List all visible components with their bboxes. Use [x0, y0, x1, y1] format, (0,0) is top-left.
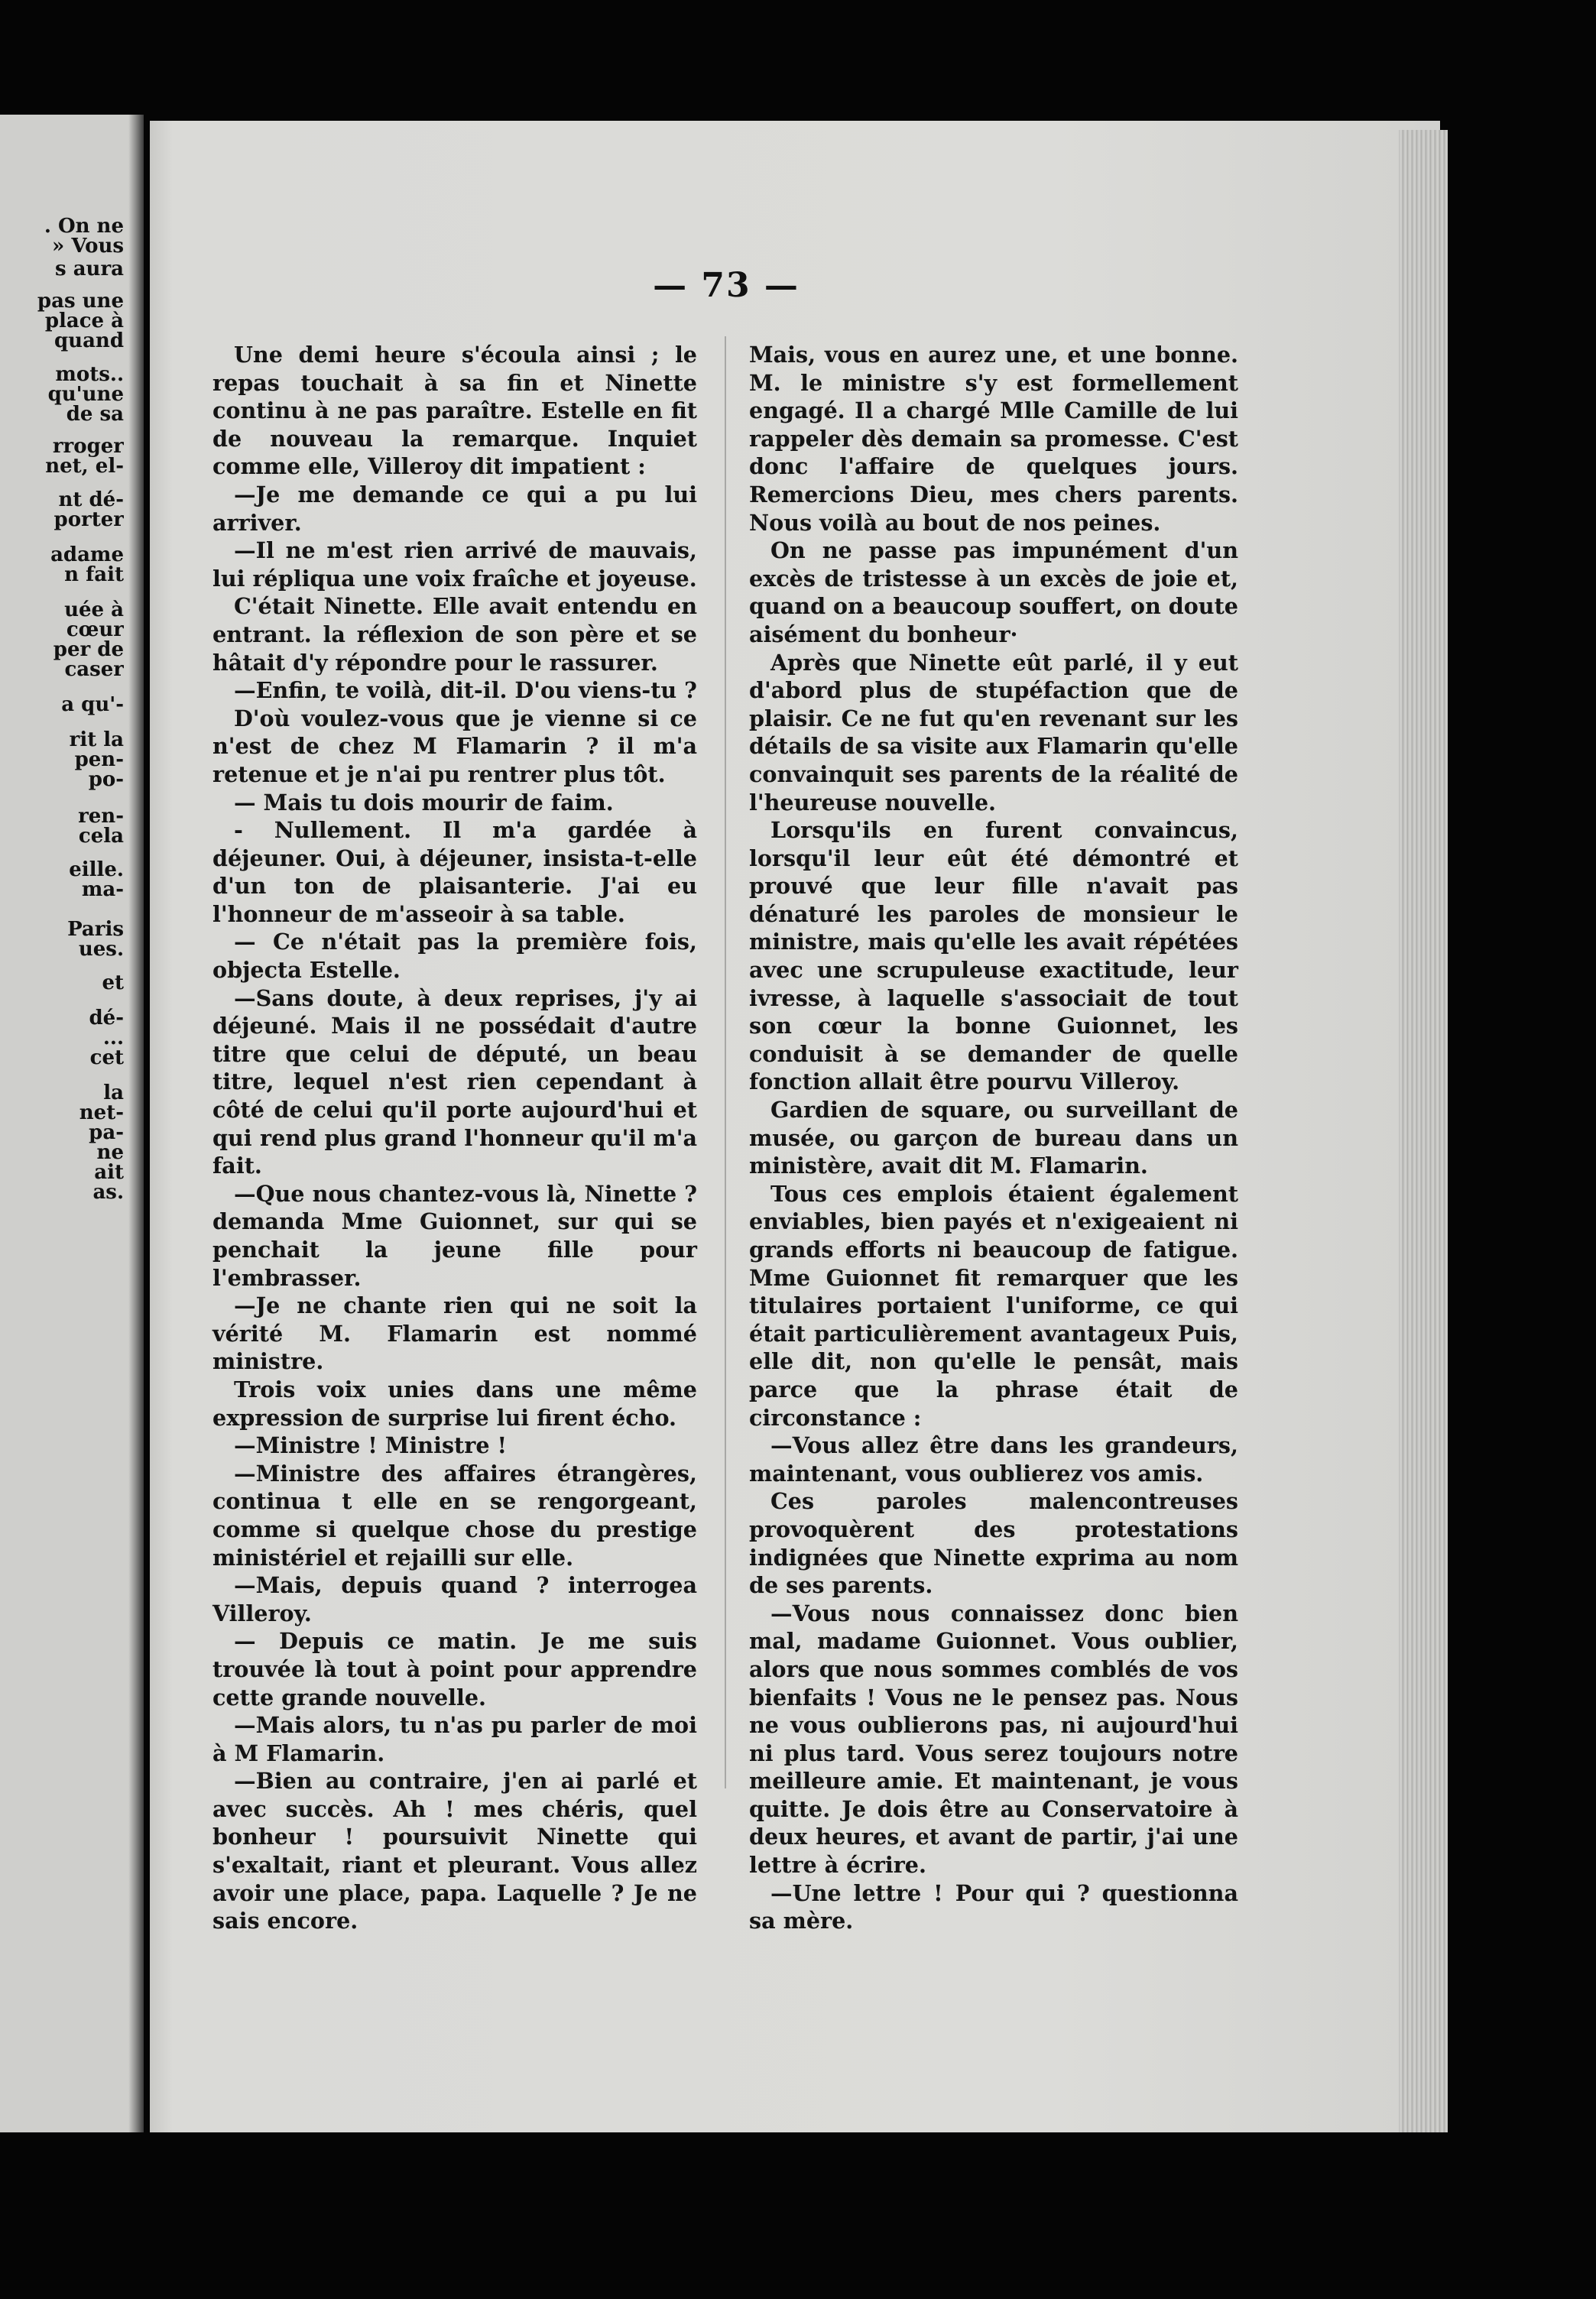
paragraph: —Que nous chantez-vous là, Ninette ? demanda Mme Guionnet, sur qui se penchait la jeune fille pour l'embrasser. [212, 1180, 697, 1291]
left-page-fragment: cela [78, 825, 124, 848]
left-page-fragment: eille. [69, 858, 124, 881]
paragraph: Mais, vous en aurez une, et une bonne. M. le ministre s'y est formellement engagé. Il a chargé Mlle Camille de lui rappeler dès demain sa promesse. C'est donc l'affaire de quelques jours. Remercions Dieu, mes chers parents. Nous voilà au bout de nos peines. [749, 342, 1238, 536]
left-page-fragment: cet [89, 1046, 124, 1069]
left-page [0, 115, 144, 2132]
left-page-fragment: n fait [64, 563, 124, 586]
paragraph: —Ministre ! Ministre ! [234, 1432, 508, 1459]
left-page-fragment: per de [53, 638, 124, 661]
paragraph: — Mais tu dois mourir de faim. [234, 789, 614, 816]
paragraph: —Sans doute, à deux reprises, j'y ai déjeuné. Mais il ne possédait d'autre titre que celui de député, un beau titre, lequel n'est rien cependant à côté de celui qu'il porte aujourd'hui et qui rend plus grand l'honneur qu'il m'a fait. [212, 984, 697, 1179]
left-page-fragment: . On ne [44, 215, 124, 238]
left-page-fragment: ait [94, 1161, 124, 1184]
left-page-fragment: ues. [78, 938, 124, 961]
paragraph: —Vous nous connaissez donc bien mal, madame Guionnet. Vous oublier, alors que nous sommes comblés de vos bienfaits ! Vous ne le pensez pas. Nous ne vous oublierons pas, ni aujourd'hui ni plus tard. Vous serez toujours notre meilleure amie. Et maintenant, je vous quitte. Je dois être au Conservatoire à deux heures, et avant de partir, j'ai une lettre à écrire. [749, 1600, 1238, 1879]
left-page-fragment: ... [102, 1026, 124, 1049]
left-page-fragment: mots.. [55, 363, 124, 386]
paragraph: —Une lettre ! Pour qui ? questionna sa mère. [749, 1879, 1238, 1934]
left-page-fragment: quand [54, 329, 124, 352]
paragraph: —Je me demande ce qui a pu lui arriver. [212, 481, 697, 536]
column-divider [725, 336, 726, 1788]
paragraph: D'où voulez-vous que je vienne si ce n'est de chez M Flamarin ? il m'a retenue et je n'ai pu rentrer plus tôt. [212, 705, 697, 787]
left-page-fragment: dé- [89, 1007, 124, 1030]
left-page-fragment: uée à [64, 598, 124, 621]
paragraph: Gardien de square, ou surveillant de musée, ou garçon de bureau dans un ministère, avait dit M. Flamarin. [749, 1097, 1238, 1179]
paragraph: Une demi heure s'écoula ainsi ; le repas touchait à sa fin et Ninette continu à ne pas paraître. Estelle en fit de nouveau la remarque. Inquiet comme elle, Villeroy dit impatient : [212, 342, 697, 480]
left-page-fragment: pen- [74, 748, 124, 771]
paragraph: —Enfin, te voilà, dit-il. D'ou viens-tu ? [234, 677, 697, 704]
paragraph: Ces paroles malencontreuses provoquèrent des protestations indignées que Ninette exprima au nom de ses parents. [749, 1488, 1238, 1599]
page-edge-stack [1399, 130, 1448, 2132]
paragraph: —Je ne chante rien qui ne soit la vérité M. Flamarin est nommé ministre. [212, 1292, 697, 1375]
left-page-fragment: as. [92, 1181, 124, 1204]
paragraph: —Mais, depuis quand ? interrogea Villeroy. [212, 1572, 697, 1626]
left-page-fragment: porter [54, 508, 124, 531]
left-page-fragment: pas une [37, 290, 124, 313]
left-page-fragment: pa- [89, 1121, 124, 1144]
left-page-fragment: net, el- [45, 455, 124, 478]
left-page-fragment: ren- [78, 805, 124, 828]
left-page-fragment: net- [79, 1101, 124, 1124]
paragraph: — Ce n'était pas la première fois, objecta Estelle. [212, 929, 697, 984]
page-number: — 73 — [653, 266, 800, 305]
left-page-fragment: po- [88, 768, 124, 791]
left-page-fragment: et [102, 971, 124, 994]
paragraph: On ne passe pas impunément d'un excès de tristesse à un excès de joie et, quand on a beaucoup souffert, on doute aisément du bonheur· [749, 537, 1238, 647]
paragraph: —Bien au contraire, j'en ai parlé et avec succès. Ah ! mes chéris, quel bonheur ! poursuivit Ninette qui s'exaltait, riant et pleurant. Vous allez avoir une place, papa. Laquelle ? Je ne sais encore. [212, 1768, 697, 1934]
left-page-fragment: rit la [69, 728, 124, 751]
left-page-fragment: place à [44, 310, 124, 332]
left-page-fragment: rroger [52, 435, 124, 458]
paragraph: Lorsqu'ils en furent convaincus, lorsqu'il leur eût été démontré et prouvé que leur fille n'avait pas dénaturé les paroles de monsieur le ministre, mais qu'elle les avait répétées avec une scrupuleuse exactitude, leur ivresse, à laquelle s'associait de tout son cœur la bonne Guionnet, les conduisit à se demander de quelle fonction allait être pourvu Villeroy. [749, 817, 1238, 1095]
text-column-right [749, 341, 1238, 1935]
paragraph: —Vous allez être dans les grandeurs, maintenant, vous oublierez vos amis. [749, 1432, 1238, 1487]
left-page-fragment: s aura [55, 258, 124, 280]
left-page-fragment: a qu'- [61, 693, 124, 716]
paragraph: —Il ne m'est rien arrivé de mauvais, lui répliqua une voix fraîche et joyeuse. [212, 537, 697, 592]
paragraph: — Depuis ce matin. Je me suis trouvée là tout à point pour apprendre cette grande nouvelle. [212, 1628, 697, 1710]
left-page-fragment: la [103, 1081, 124, 1104]
paragraph: C'était Ninette. Elle avait entendu en entrant. la réflexion de son père et se hâtait d'y répondre pour le rassurer. [212, 593, 697, 676]
paragraph: Tous ces emplois étaient également enviables, bien payés et n'exigeaient ni grands efforts ni beaucoup de fatigue. Mme Guionnet fit remarquer que les titulaires portaient l'uniforme, ce qui était particulièrement avantageux Puis, elle dit, non qu'elle le pensât, mais parce que la phrase était de circonstance : [749, 1180, 1238, 1431]
left-page-fragment: qu'une [47, 383, 124, 406]
left-page-gutter [128, 115, 144, 2132]
left-page-fragment: cœur [66, 618, 124, 641]
paragraph: Trois voix unies dans une même expression de surprise lui firent écho. [212, 1376, 697, 1431]
paragraph: - Nullement. Il m'a gardée à déjeuner. Oui, à déjeuner, insista-t-elle d'un ton de plaisanterie. J'ai eu l'honneur de m'asseoir à sa table. [212, 817, 697, 927]
left-page-fragment: nt dé- [58, 488, 124, 511]
left-page-fragment: ne [96, 1141, 124, 1164]
left-page-fragment: adame [50, 543, 124, 566]
text-column-left [212, 341, 697, 1935]
left-page-fragment: Paris [67, 918, 124, 941]
left-page-fragment: caser [64, 658, 124, 681]
left-page-fragment: » Vous [52, 235, 124, 258]
left-page-fragment: de sa [66, 403, 124, 426]
paragraph: —Ministre des affaires étrangères, continua t elle en se rengorgeant, comme si quelque chose du prestige ministériel et rejailli sur elle. [212, 1460, 697, 1571]
paragraph: —Mais alors, tu n'as pu parler de moi à M Flamarin. [212, 1712, 697, 1766]
paragraph: Après que Ninette eût parlé, il y eut d'abord plus de stupéfaction que de plaisir. Ce ne fut qu'en revenant sur les détails de sa visite aux Flamarin qu'elle convainquit ses parents de la réalité de l'heureuse nouvelle. [749, 649, 1238, 816]
left-page-fragment: ma- [81, 878, 124, 901]
